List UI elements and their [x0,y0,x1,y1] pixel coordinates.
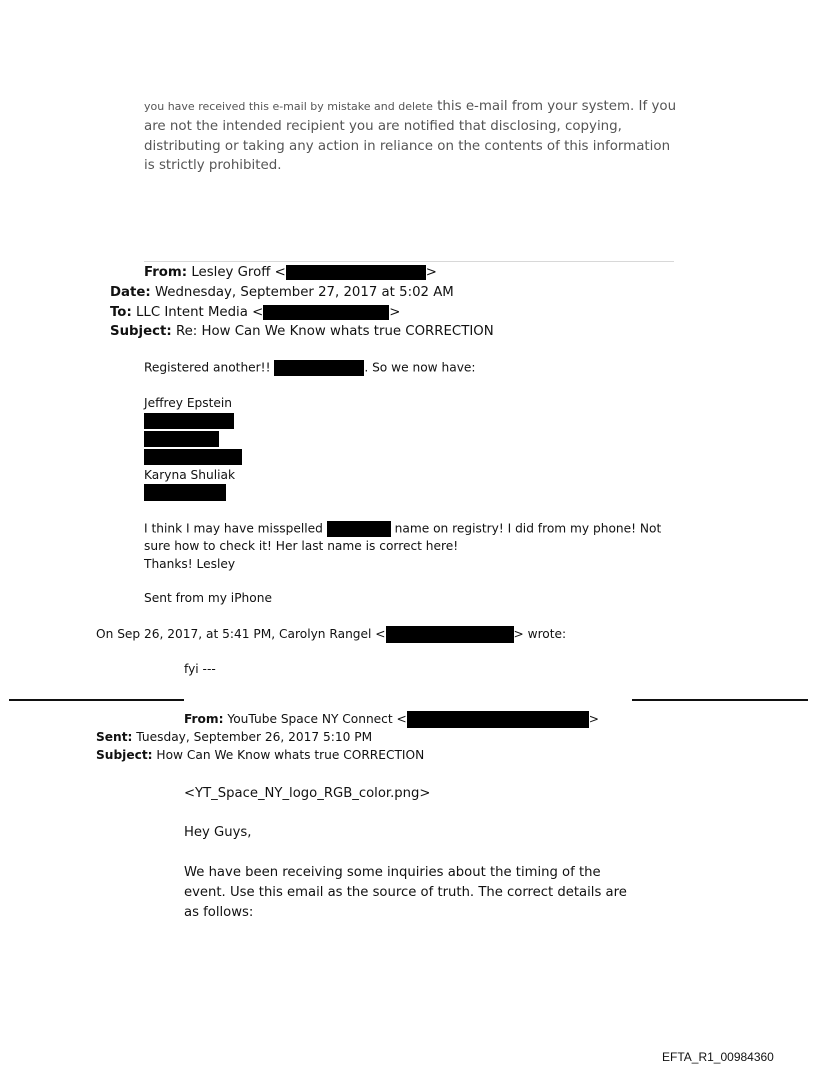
body-line-1: We have been receiving some inquiries about the timing of the [184,865,601,880]
fwd-from-close: > [588,712,599,726]
logo-placeholder: <YT_Space_NY_logo_RGB_color.png> [184,786,431,801]
name-karyna: Karyna Shuliak [144,468,236,482]
name-jeffrey: Jeffrey Epstein [144,396,232,410]
reply-to-label: To: [110,305,132,320]
reply-from-label: From: [144,265,188,280]
reply-subject-line [110,322,494,341]
disclaimer-text [144,97,684,176]
disclaimer-rest-text: this e-mail from your system. If you are not the intended recipient you are notified that disclosing, copying, distributing or taking any action in reliance on the contents of this information is strictly prohibited. [144,99,677,174]
redaction-block [144,449,242,465]
reply-from-value: Lesley Groff < [191,265,286,280]
reply-from-close: > [425,265,437,280]
registered-text: Registered another!! [144,360,271,375]
reply-date-label: Date: [110,285,151,300]
reply-to-value: LLC Intent Media < [136,305,264,320]
redaction-block [386,626,514,643]
reply-date-line [110,283,454,302]
reply-to-close: > [389,305,401,320]
redaction-block [263,305,389,320]
redaction-block [144,484,226,501]
redaction-block [144,413,234,429]
quoted-intro-after: > wrote: [513,627,567,641]
misspelled-before: I think I may have misspelled [144,521,323,536]
registered-line [144,360,476,376]
bates-number: EFTA_R1_00984360 [662,1050,774,1064]
body-line-3: as follows: [184,905,254,920]
greeting-line: Hey Guys, [184,825,252,840]
misspelled-after: name on registry! I did from my phone! Not [394,521,662,536]
fwd-sent-label: Sent: [96,730,133,744]
fwd-from-value: YouTube Space NY Connect < [227,712,407,726]
divider-left [9,699,184,701]
fwd-subject-value: How Can We Know whats true CORRECTION [156,748,425,762]
redaction-block [274,360,364,376]
disclaimer-small-text: you have received this e-mail by mistake and delete [144,100,433,113]
redaction-block [144,431,219,447]
body-line-2: event. Use this email as the source of truth. The correct details are [184,885,627,900]
check-line: sure how to check it! Her last name is correct here! [144,539,459,553]
registered-after: . So we now have: [364,360,476,375]
separator-line [144,261,674,262]
divider-right [632,699,808,701]
reply-from-line [144,263,437,282]
fwd-from-line [184,711,599,728]
reply-date-value: Wednesday, September 27, 2017 at 5:02 AM [154,285,454,300]
sent-from-line: Sent from my iPhone [144,591,272,605]
reply-subject-value: Re: How Can We Know whats true CORRECTION [175,324,494,339]
misspelled-line [144,521,661,537]
redaction-block [407,711,589,728]
reply-subject-label: Subject: [110,324,172,339]
reply-to-line [110,303,400,322]
quoted-intro-before: On Sep 26, 2017, at 5:41 PM, Carolyn Rangel < [96,627,386,641]
fwd-from-label: From: [184,712,224,726]
redaction-block [286,265,426,280]
fwd-sent-line [96,730,372,744]
fwd-sent-value: Tuesday, September 26, 2017 5:10 PM [136,730,373,744]
fwd-subject-label: Subject: [96,748,153,762]
redaction-block [327,521,391,537]
thanks-line: Thanks! Lesley [144,557,236,571]
fwd-subject-line [96,748,424,762]
quoted-intro-line [96,626,566,643]
fyi-line: fyi --- [184,662,216,676]
